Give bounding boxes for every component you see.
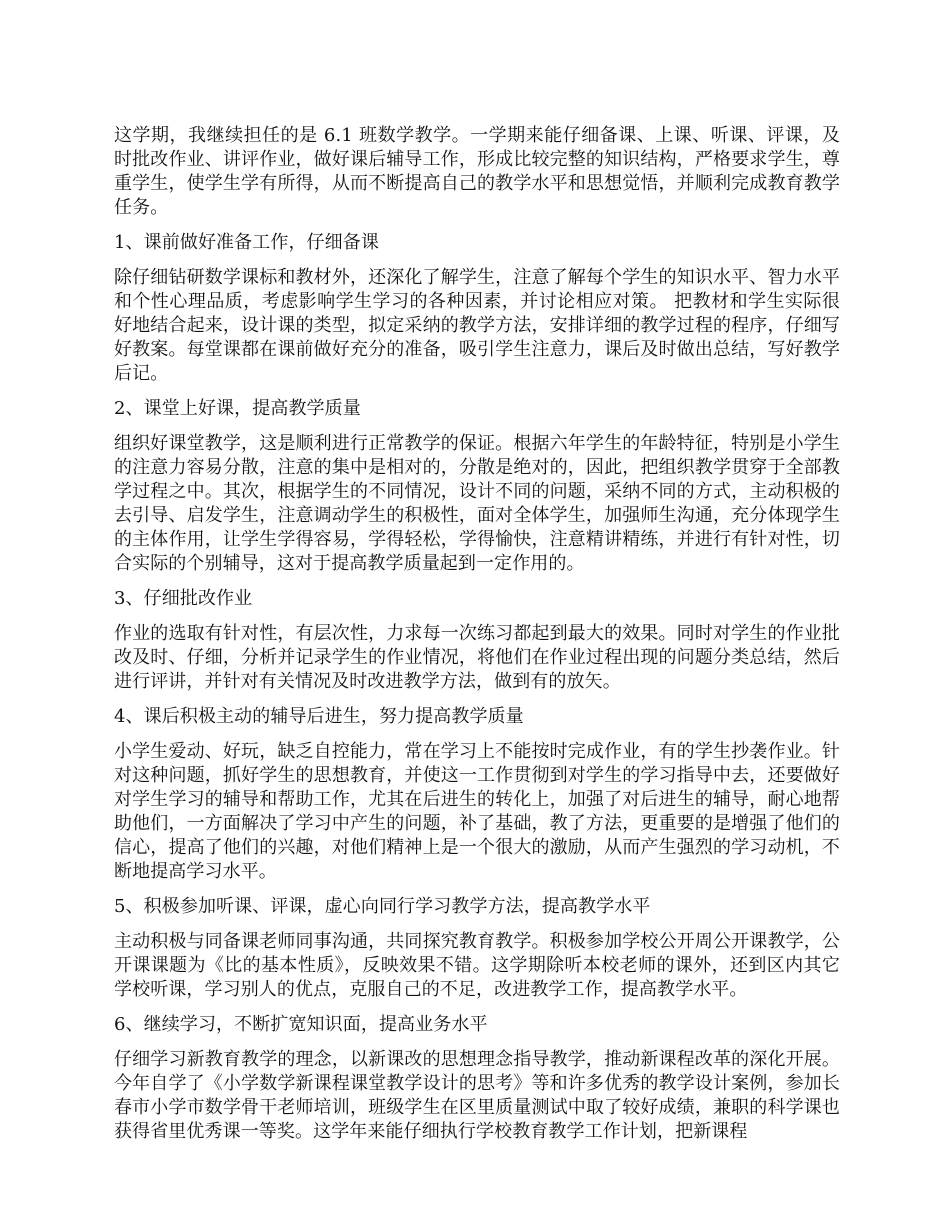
section-4-body: 小学生爱动、好玩，缺乏自控能力，常在学习上不能按时完成作业，有的学生抄袭作业。针对这种问题，抓好学生的思想教育，并使这一工作贯彻到对学生的学习指导中去，还要做好对学生学习的辅导和帮助工作，尤其在后进生的转化上，加强了对后进生的辅导，耐心地帮助他们，一方面解决了学习中产生的问题，补了基础，教了方法，更重要的是增强了他们的信心，提高了他们的兴趣，对他们精神上是一个很大的激励，从而产生强烈的学习动机，不断地提高学习水平。 bbox=[114, 741, 840, 882]
section-1-body: 除仔细钻研数学课标和教材外，还深化了解学生，注意了解每个学生的知识水平、智力水平和个性心理品质，考虑影响学生学习的各种因素，并讨论相应对策。 把教材和学生实际很好地结合起来，设计课的类型，拟定采纳的教学方法，安排详细的教学过程的程序，仔细写好教案。每堂课都在课前做好充分的准备，吸引学生注意力，课后及时做出总结，写好教学后记。 bbox=[114, 267, 840, 384]
section-3-heading: 3、仔细批改作业 bbox=[114, 588, 253, 609]
section-5-heading: 5、积极参加听课、评课，虚心向同行学习教学方法，提高教学水平 bbox=[114, 896, 651, 917]
document-page bbox=[114, 124, 840, 1155]
section-5-body: 主动积极与同备课老师同事沟通，共同探究教育教学。积极参加学校公开周公开课教学，公开课课题为《比的基本性质》，反映效果不错。这学期除听本校老师的课外，还到区内其它学校听课，学习别人的优点，克服自己的不足，改进教学工作，提高教学水平。 bbox=[114, 931, 840, 1000]
section-6-heading: 6、继续学习，不断扩宽知识面，提高业务水平 bbox=[114, 1014, 488, 1035]
section-2-body: 组织好课堂教学，这是顺利进行正常教学的保证。根据六年学生的年龄特征，特别是小学生的注意力容易分散，注意的集中是相对的，分散是绝对的，因此，把组织教学贯穿于全部教学过程之中。其次，根据学生的不同情况，设计不同的问题，采纳不同的方式，主动积极的去引导、启发学生，注意调动学生的积极性，面对全体学生，加强师生沟通，充分体现学生的主体作用，让学生学得容易，学得轻松，学得愉快，注意精讲精练，并进行有针对性，切合实际的个别辅导，这对于提高教学质量起到一定作用的。 bbox=[114, 433, 840, 574]
section-3-body: 作业的选取有针对性，有层次性，力求每一次练习都起到最大的效果。同时对学生的作业批改及时、仔细，分析并记录学生的作业情况，将他们在作业过程出现的问题分类总结，然后进行评讲，并针对有关情况及时改进教学方法，做到有的放矢。 bbox=[114, 623, 840, 692]
section-1-heading: 1、课前做好准备工作，仔细备课 bbox=[114, 232, 379, 253]
section-2-heading: 2、课堂上好课，提高教学质量 bbox=[114, 398, 361, 419]
section-6-body: 仔细学习新教育教学的理念，以新课改的思想理念指导教学，推动新课程改革的深化开展。今年自学了《小学数学新课程课堂教学设计的思考》等和许多优秀的教学设计案例，参加长春市小学市数学骨干老师培训，班级学生在区里质量测试中取了较好成绩，兼职的科学课也获得省里优秀课一等奖。这学年来能仔细执行学校教育教学工作计划，把新课程 bbox=[114, 1049, 840, 1142]
intro-paragraph: 这学期，我继续担任的是 6.1 班数学教学。一学期来能仔细备课、上课、听课、评课，及时批改作业、讲评作业，做好课后辅导工作，形成比较完整的知识结构，严格要求学生，尊重学生，使学生学有所得，从而不断提高自己的教学水平和思想觉悟，并顺利完成教育教学任务。 bbox=[114, 125, 840, 218]
section-4-heading: 4、课后积极主动的辅导后进生，努力提高教学质量 bbox=[114, 706, 524, 727]
